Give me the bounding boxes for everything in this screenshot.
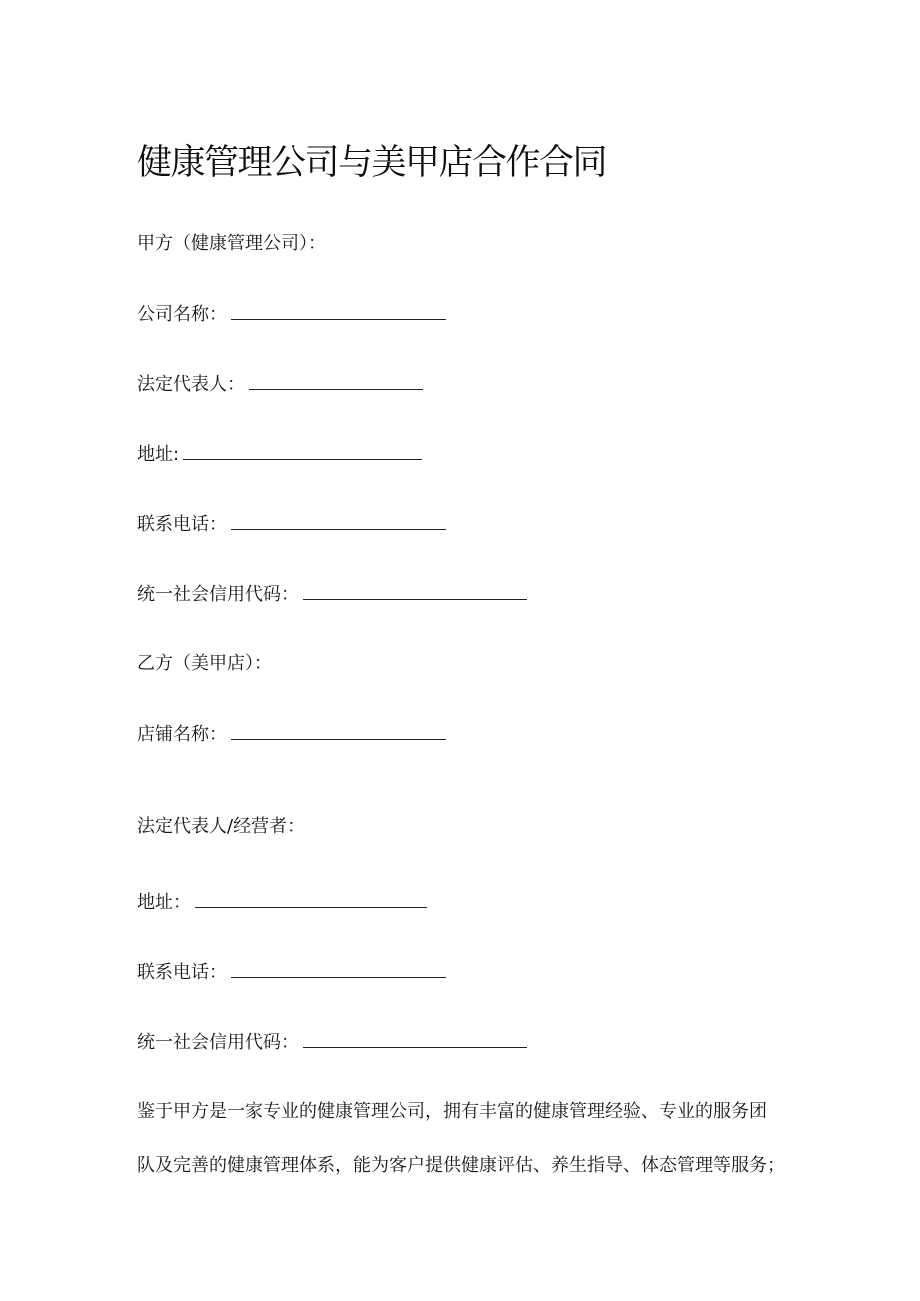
party-a-credit-code-label: 统一社会信用代码： [137, 584, 299, 605]
document-title: 健康管理公司与美甲店合作合同 [137, 143, 607, 183]
preamble-line-2: 队及完善的健康管理体系，能为客户提供健康评估、养生指导、体态管理等服务； [137, 1155, 785, 1176]
party-a-legal-rep-label: 法定代表人： [137, 374, 245, 395]
party-b-credit-code-field[interactable] [303, 1028, 527, 1048]
party-a-legal-rep-field[interactable] [249, 370, 423, 390]
party-a-address-label: 地址: [137, 444, 180, 465]
party-a-credit-code-field[interactable] [303, 580, 527, 600]
party-b-credit-code-label: 统一社会信用代码： [137, 1032, 299, 1053]
party-a-heading: 甲方（健康管理公司）： [137, 233, 326, 254]
party-b-address-label: 地址： [137, 892, 191, 913]
party-a-credit-code-row [137, 580, 527, 609]
party-b-shop-name-field[interactable] [231, 720, 446, 740]
party-b-address-row [137, 888, 427, 917]
party-b-phone-field[interactable] [231, 958, 446, 978]
party-a-phone-label: 联系电话： [137, 514, 227, 535]
party-a-company-name-field[interactable] [231, 300, 446, 320]
party-a-company-name-row [137, 300, 446, 329]
party-b-address-field[interactable] [195, 888, 427, 908]
party-b-credit-code-row [137, 1028, 527, 1057]
party-a-address-row [137, 440, 422, 469]
party-a-legal-rep-row [137, 370, 423, 399]
party-a-company-name-label: 公司名称： [137, 304, 227, 325]
party-b-shop-name-row [137, 720, 446, 749]
party-a-address-field[interactable] [183, 440, 422, 460]
party-a-phone-row [137, 510, 446, 539]
party-b-legal-rep-label: 法定代表人/经营者： [137, 816, 306, 837]
party-a-phone-field[interactable] [231, 510, 446, 530]
party-b-phone-row [137, 958, 446, 987]
party-b-shop-name-label: 店铺名称： [137, 724, 227, 745]
party-b-heading: 乙方（美甲店）： [137, 653, 272, 674]
preamble-line-1: 鉴于甲方是一家专业的健康管理公司，拥有丰富的健康管理经验、专业的服务团 [137, 1101, 767, 1122]
party-b-legal-rep-row [137, 813, 305, 841]
party-b-phone-label: 联系电话： [137, 962, 227, 983]
